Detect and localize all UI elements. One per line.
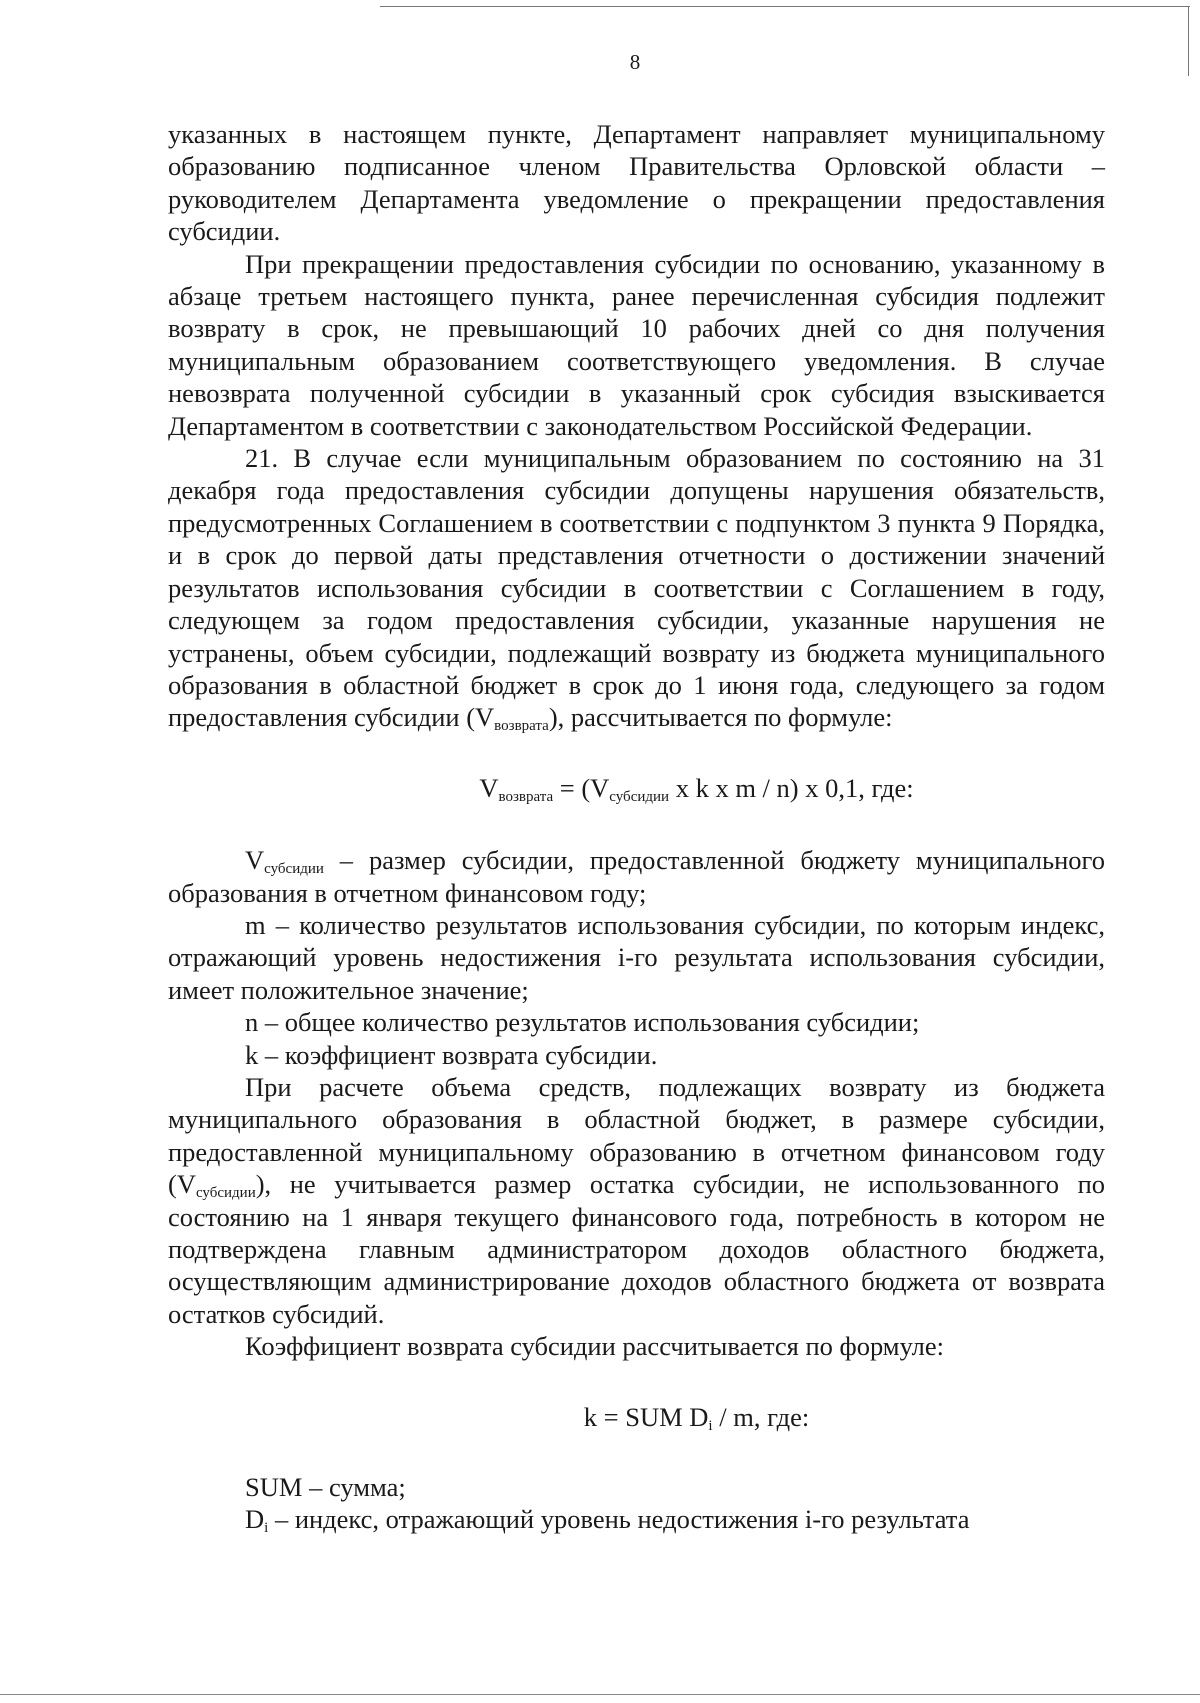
calculation-text-a: При расчете объема средств, подлежащих возврату из бюджета муниципального образования в областной бюджет, в размере субсидии, предоставленной муниципальному образованию в отчетном финансовом году (V — [168, 1071, 1105, 1200]
formula-mid: = (V — [553, 772, 610, 803]
paragraph-clause-21 — [168, 442, 1105, 734]
scan-border-bottom — [0, 1694, 1200, 1695]
page-number: 8 — [629, 50, 641, 74]
calculation-sub: субсидии — [195, 1185, 256, 1202]
definition-v: V — [245, 845, 265, 876]
formula-sub-return: возврата — [498, 788, 554, 805]
paragraph-continuation: указанных в настоящем пункте, Департамент направляет муниципальному образованию подписанное членом Правительства Орловской области – руководителем Департамента уведомление о прекращении предоставления субсидии. — [168, 119, 1105, 247]
definition-di-sub: i — [264, 1520, 269, 1537]
formula-sub-subsidy: субсидии — [609, 788, 670, 805]
formula-v: V — [479, 772, 499, 803]
definition-v-sub: субсидии — [264, 861, 324, 878]
definition-di-b: – индекс, отражающий уровень недостижения i-го результата — [268, 1504, 970, 1535]
definition-n: n – общее количество результатов использования субсидии; — [245, 1007, 920, 1038]
document-body — [168, 118, 1105, 1536]
formula2-a: k = SUM D — [583, 1401, 709, 1432]
formula-tail: x k x m / n) x 0,1, где: — [669, 772, 914, 803]
definition-di — [168, 1503, 1105, 1535]
paragraph-calculation — [168, 1071, 1105, 1330]
definition-v-text: – размер субсидии, предоставленной бюджету муниципального образования в отчетном финансовом году; — [168, 845, 1105, 908]
definition-sum: SUM – сумма; — [245, 1472, 406, 1503]
scan-border-top — [380, 6, 1190, 7]
clause-21-subscript: возврата — [494, 718, 549, 735]
formula-return-volume — [168, 772, 1105, 804]
clause-21-tail: ), рассчитывается по формуле: — [548, 702, 893, 733]
calculation-text-b: ), не учитывается размер остатка субсидии, не использованного по состоянию на 1 января текущего финансового года, потребность в котором не подтверждена главным администратором доходов областного бюджета, осуществляющим администрирование доходов областного бюджета от возврата остатков субсидий. — [168, 1169, 1105, 1329]
definition-k: k – коэффициент возврата субсидии. — [245, 1039, 658, 1070]
paragraph-coefficient: Коэффициент возврата субсидии рассчитывается по формуле: — [245, 1331, 945, 1362]
paragraph-termination: При прекращении предоставления субсидии по основанию, указанному в абзаце третьем настоящего пункта, ранее перечисленная субсидия подлежит возврату в срок, не превышающий 10 рабочих дней со дня получения муниципальным образованием соответствующего уведомления. В случае невозврата полученной субсидии в указанный срок субсидия взыскивается Департаментом в соответствии с законодательством Российской Федерации. — [168, 248, 1105, 441]
formula-coefficient — [168, 1401, 1105, 1433]
formula2-b: / m, где: — [712, 1401, 810, 1432]
formula2-sub: i — [708, 1417, 713, 1434]
definition-di-a: D — [245, 1504, 265, 1535]
clause-21-text: 21. В случае если муниципальным образованием по состоянию на 31 декабря года предоставления субсидии допущены нарушения обязательств, предусмотренных Соглашением в соответствии с подпунктом 3 пункта 9 Порядка, и в срок до первой даты представления отчетности о достижении значений результатов использования субсидии в соответствии с Соглашением в году, следующем за годом предоставления субсидии, указанные нарушения не устранены, объем субсидии, подлежащий возврату из бюджета муниципального образования в областной бюджет в срок до 1 июня года, следующего за годом предоставления субсидии (V — [168, 443, 1105, 733]
definition-v-subsidy — [168, 844, 1105, 909]
definition-m: m – количество результатов использования субсидии, по которым индекс, отражающий уровень недостижения i-го результата использования субсидии, имеет положительное значение; — [168, 909, 1105, 1005]
